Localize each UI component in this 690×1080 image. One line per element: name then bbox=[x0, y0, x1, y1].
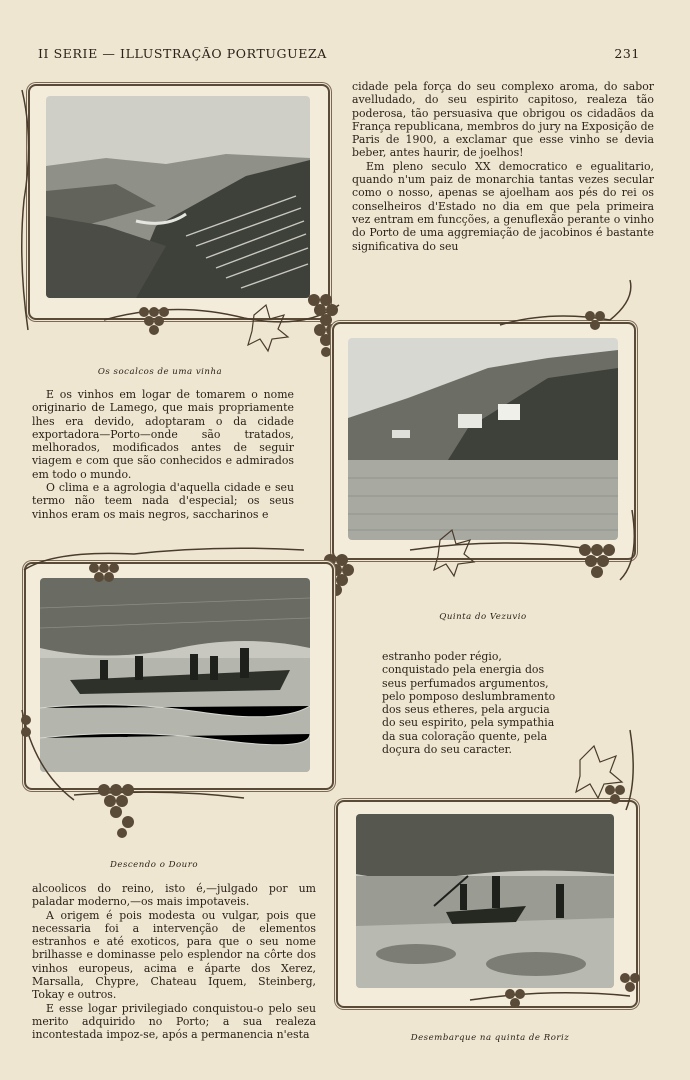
paragraph: Em pleno seculo XX democratico e egualitario, quando n'um paiz de monarchia tantas vezes secular como o nosso, apenas se ajoelham aos pés do rei os conselheiros d'Estado no dia em que pela primeira vez entram em funcções, a genuflexão perante o vinho do Porto de uma aggremiação de jacobinos é bastante significativa do seu bbox=[352, 159, 654, 253]
paragraph: O clima e a agrologia d'aquella cidade e seu termo não teem nada d'especial; os seus vinhos eram os mais negros, saccharinos e bbox=[32, 481, 294, 521]
caption-douro: Descendo o Douro bbox=[109, 860, 198, 870]
caption-socalcos: Os socalcos de uma vinha bbox=[97, 367, 223, 377]
page-number: 231 bbox=[614, 46, 640, 61]
paragraph: cidade pela força do seu complexo aroma, do sabor avelludado, do seu espirito capitoso, realeza tão poderosa, tão persuasiva que obrigou os cidadãos da França republicana, membros do jury na Exposição de Paris de 1900, a exclamar que esse vinho se devia beber, antes haurir, de joelhos! bbox=[352, 80, 654, 160]
paragraph: E esse logar privilegiado conquistou-o pelo seu merito adquirido no Porto; a sua realeza incontestada impoz-se, após a permanencia n'esta bbox=[32, 1001, 316, 1042]
grape-vine-ornament bbox=[14, 80, 354, 370]
caption-vezuvio: Quinta do Vezuvio bbox=[439, 612, 527, 622]
grape-vine-ornament bbox=[310, 270, 650, 620]
text-column-top-right bbox=[352, 80, 654, 253]
grape-vine-ornament bbox=[450, 720, 650, 1020]
paragraph: E os vinhos em logar de tomarem o nome originario de Lamego, que mais propriamente lhes era devido, adoptaram o da cidade exportadora—Porto—onde são tratados, melhorados, modificados antes de seguir viagem e com que são conhecidos e admirados em todo o mundo. bbox=[32, 388, 294, 481]
paragraph: A origem é pois modesta ou vulgar, pois que necessaria foi a intervenção de elementos estranhos e até exoticos, para que o seu nome brilhasse e dominasse pelo esplendor na côrte dos vinhos europeus, acima e áparte dos Xerez, Marsalla, Chypre, Chateau Iquem, Steinberg, Tokay e outros. bbox=[32, 908, 316, 1002]
running-header: II SERIE — ILLUSTRAÇÃO PORTUGUEZA bbox=[38, 46, 327, 61]
caption-roriz: Desembarque na quinta de Roriz bbox=[410, 1033, 570, 1043]
grape-vine-ornament bbox=[14, 540, 334, 850]
text-column-left-bottom bbox=[32, 882, 316, 1042]
paragraph: alcoolicos do reino, isto é,—julgado por um paladar moderno,—os mais impotaveis. bbox=[32, 882, 316, 909]
paragraph: estranho poder régio, conquistado pela energia dos seus perfumados argumentos, pelo pomposo deslumbramento dos seus etheres, pela argucia do seu espirito, pela sympathia da sua coloração quente, pela doçura do seu caracter. bbox=[382, 650, 556, 757]
text-column-left-mid bbox=[32, 388, 294, 521]
